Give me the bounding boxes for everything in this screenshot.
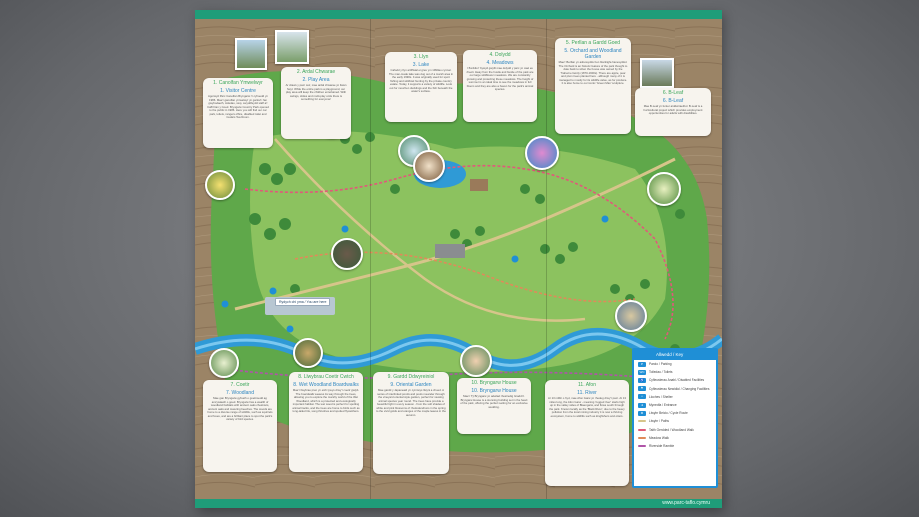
card-orchard [555,38,631,134]
legend-row [634,442,716,450]
card-lake [385,52,457,122]
card-meadows [463,50,537,122]
legend-label: Riverside Ramble [649,443,675,448]
card-subtitle: 5. Orchard and Woodland Garden [564,48,622,60]
card-text: Mae gardd y Japaneaid yn cynnwys llwyni a choed. A series of interlinked ponds and pools meander through the vineyard oriental style garden, perfect for viewing animal species year round. The trees have provide a beautiful light in every season - from the soft shades of white and pink blossoms of rhododendrons in the spring to the vivid golds and oranges of the maple leaves in the autumn. [376,388,446,417]
visitor-centre-photo [235,38,267,70]
legend-label: Mynedfa / Entrance [649,403,677,408]
card-text: Mae gan Bryngarw gyfoeth o goetiroedd ag amrywiaeth o goed. Bryngarw has a wealth of woodland habitats with ancient oaks chestnuts, ancient oaks and towering beeches. The woods are home to a diverse range of wildlife, such as squirrels and foxes, and are a brilliant place to spot the park's variety of bird species. [207,396,273,421]
parking-icon: P [638,362,646,367]
card-subtitle: 3. Lake [412,62,430,68]
legend-label: Cyfleusterau Newidiol / Changing Facilities [649,386,710,391]
legend-label: Taith Gerdded / Woodland Walk [649,427,694,432]
card-title: 4. Dolydd [489,52,511,58]
card-visitor-centre [203,78,273,148]
card-text: Mae'r Berllan yn adnewyddu hen blanhigfa hanesyddol. The Orchard is an historic feature of the park thought to date back to when the house was owned by the Traherne family (1870-1900s). There are apple, pear and plum trees planted here - although many of it is managed to mostly for its wildlife value, as for produce. It is also home to our iconic 'Green Man' sculpture. [558,60,628,85]
card-title: 6. B-Leaf [662,90,684,96]
legend-label: Parcio / Parking [649,362,672,367]
card-text: Ar 13 milltir o hyd, mae Afon Garw yn rhedeg drwy'r parc. At 13 miles long, the Afon Garw - meaning 'rugged river' starts high up in the valley sides of Blaengarw, and flows south through the park. Known locally as the 'Black River', due to the heavy pollution from the local mining industry it is now a thriving ecosystem, home to wildlife such as kingfishers and otters. [548,396,626,418]
you-are-here-label: Rydych chi yma / You are here [275,298,330,306]
wildflowers-photo [205,170,235,200]
dogs-photo [413,150,445,182]
card-subtitle: 2. Play Area [302,77,330,83]
cycle-icon: ⚙ [638,411,646,416]
card-subtitle: 8. Wet Woodland Boardwalks [293,382,359,388]
card-title: 5. Perllan a Gardd Goed [565,40,621,46]
card-title: 3. Llyn [413,54,429,60]
legend-row [634,409,716,417]
card-boardwalks [289,372,363,472]
b-leaf-photo [640,58,674,88]
card-text: Cafodd y llyn artiffisial ei greu ym 1990au cynnar. The man-made lake was dug out of a marsh area in the early 1990s. It was originally used for sport fishing and wildfowl hunting by the private country estate. Today, it supports a variety of wildlife. Look out for moorhen ducklings and the fish beneath the water's surface. [388,68,454,93]
boardwalk-photo [293,338,323,368]
legend-row [634,368,716,376]
legend-row [634,434,716,442]
legend-label: Lloches / Shelter [649,394,673,399]
toilet-icon: WC [639,369,645,374]
website-text: www.parc-taflo.cymru [662,500,710,506]
card-text: I fforddio'r bywyd gwyllt mae dolydd y parc yn cael eu rheoli. Away from the hustle and bustle of the park are our large wildflower meadows. We are constantly growing and protecting these meadows. The height of summer is an ideal time to see the meadows in full bloom and they are also a haven for the park's animal species. [466,66,534,91]
card-play-area [281,67,351,139]
card-subtitle: 9. Oriental Garden [390,382,432,388]
woodland-walk-line-icon [638,429,646,431]
card-bryngarw-house [457,378,531,434]
legend-row [634,360,716,368]
duck-photo [331,238,363,270]
legend-row [634,393,716,401]
card-text: Agorwyd Parc Canolfan Bryngarw i'r cyhoedd yn 1986. Mae'r ganolfan ymwelwyr yn gartref i fan gwybodaeth, toiledau, siop, swyddfeydd staff a'r Caffi Dan y Coed. Bryngarw Country Park opened to the public in 1986. Here you will find our car park, toilets, rangers office, disabled toilet and Cedars Tea Room. [207,94,269,119]
legend-label: Llwybr Beicio / Cycle Route [649,411,688,416]
legend-row [634,385,716,393]
legend-title: Allwedd / Key [634,350,716,360]
legend-label: Meadow Walk [649,435,669,440]
fold-line [370,10,371,508]
card-subtitle: 1. Visitor Centre [220,88,256,94]
card-river [545,380,629,486]
riverside-ramble-line-icon [638,445,646,447]
flower-photo [647,172,681,206]
children-photo [460,345,492,377]
card-subtitle: 11. River [577,390,597,396]
woodland-photo [209,348,239,378]
card-title: 11. Afon [578,382,596,388]
card-title: 2. Ardal Chwarae [296,69,336,75]
top-band [195,10,722,19]
orchard-building [470,179,488,191]
legend-row [634,417,716,425]
legend-label: Llwybr / Paths [649,419,670,424]
disabled-icon: ♿ [638,378,646,383]
colourful-sculpture-photo [525,136,559,170]
card-subtitle: 4. Meadows [486,60,514,66]
card-text: Ar draws y parc ceir, mae ardal chwarae yn llawn hwyl. While the entire park is a playground, our play area will keep the children entertained. With swings, slides and multi-play units there is something for everyone! [285,83,347,101]
kingfisher-photo [615,300,647,332]
shelter-icon: ⌂ [638,394,646,399]
path-line-icon [638,420,646,422]
card-text: Mae'r Tŷ Bryngarw yn adeilad rhestredig Gradd II. Bryngarw House is a stunning building set in the heart of the park, offering the perfect setting for an exclusive wedding. [460,394,528,409]
card-title: 8. Llwybrau Coetir Cwtch [298,374,354,380]
legend-row [634,401,716,409]
card-oriental-garden [373,372,449,474]
bottom-band [195,499,722,508]
legend-label: Toiledau / Toilets [649,370,673,375]
card-title: 7. Coetir [230,382,250,388]
card-woodland [203,380,277,472]
entrance-icon: ➜ [638,403,646,408]
card-title: 10. Bryngarw House [471,380,517,386]
card-subtitle: 6. B-Leaf [662,98,684,104]
bryngarw-house-building [435,244,465,258]
card-subtitle: 7. Woodland [226,390,254,396]
card-subtitle: 10. Bryngarw House [471,388,517,394]
card-b-leaf [635,88,711,136]
brochure-map [195,10,722,508]
meadow-walk-line-icon [638,437,646,439]
legend-row [634,426,716,434]
card-text: Mae B-Leaf yn fenter arddwriaethol. B-Leaf is a horticultural project which provides employment opportunities for adults with disabilities. [643,104,703,115]
changing-icon: ⚑ [638,386,646,391]
building-photo [275,30,309,64]
legend-row [634,376,716,384]
legend-label: Cyfleusterau Anabl / Disabled Facilities [649,378,705,383]
map-legend [632,348,718,488]
card-title: 1. Canolfan Ymwelwyr [213,80,263,86]
card-text: Mae'r llwybrau pren yn eich tywys drwy'r coetir gwlyb. The boardwalk weaves its way through the trees, allowing you to explore the marshy world of the Wet Woodland, which is a protected and ecologically important habitat. The wet wood is perfect for spotting animal tracks, and the trees are home to birds such as long-tailed tits, song thrushes and spotted flycatchers. [292,388,360,413]
card-title: 9. Gardd Ddwyreiniol [387,374,435,380]
